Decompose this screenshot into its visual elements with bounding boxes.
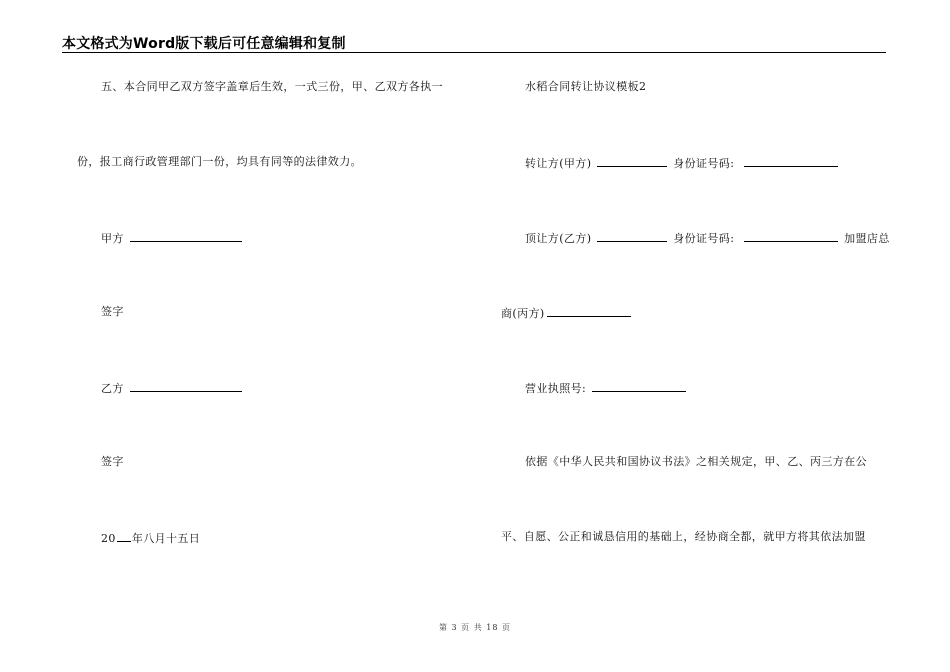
franchisor-row: [501, 305, 633, 321]
transferor-label: 转让方(甲方): [525, 157, 592, 170]
party-b-blank: [130, 380, 242, 392]
party-a-row: [101, 230, 244, 246]
date-suffix: 年八月十五日: [131, 532, 201, 545]
license-row: [525, 380, 688, 396]
franchisor-label-part-2: 商(丙方): [501, 307, 545, 320]
date-prefix: 20: [101, 532, 116, 545]
transferee-id-blank: [744, 230, 838, 242]
license-blank: [592, 380, 686, 392]
header-rule: [62, 52, 886, 53]
license-label: 营业执照号:: [525, 382, 587, 395]
date-row: [101, 530, 200, 546]
sign-label-1: 签字: [101, 305, 124, 318]
transferor-id-label: 身份证号码:: [673, 157, 735, 170]
party-b-row: [101, 380, 244, 396]
body-line-2: 平、自愿、公正和诚恳信用的基础上，经协商全都，就甲方将其依法加盟: [501, 530, 866, 543]
transferor-blank: [597, 155, 667, 167]
party-b-label: 乙方: [101, 382, 124, 395]
party-a-blank: [130, 230, 242, 242]
party-a-label: 甲方: [101, 232, 124, 245]
body-line-1: 依据《中华人民共和国协议书法》之相关规定，甲、乙、丙三方在公: [525, 455, 867, 468]
transferor-row: [525, 155, 840, 171]
transferee-row: [525, 230, 890, 246]
clause-5-line-1: 五、本合同甲乙双方签字盖章后生效，一式三份，甲、乙双方各执一: [101, 80, 443, 93]
transferee-label: 顶让方(乙方): [525, 232, 592, 245]
clause-5-line-2: 份，报工商行政管理部门一份，均具有同等的法律效力。: [77, 155, 362, 168]
sign-label-2: 签字: [101, 455, 124, 468]
page-footer: 第 3 页 共 18 页: [439, 623, 511, 632]
transferor-id-blank: [744, 155, 838, 167]
template-title: 水稻合同转让协议模板2: [525, 80, 647, 93]
franchisor-label-part-1: 加盟店总: [844, 232, 890, 245]
date-year-blank: [117, 530, 131, 542]
transferee-blank: [597, 230, 667, 242]
transferee-id-label: 身份证号码:: [673, 232, 735, 245]
franchisor-blank: [547, 305, 631, 317]
document-header-title: 本文格式为Word版下载后可任意编辑和复制: [62, 36, 346, 52]
